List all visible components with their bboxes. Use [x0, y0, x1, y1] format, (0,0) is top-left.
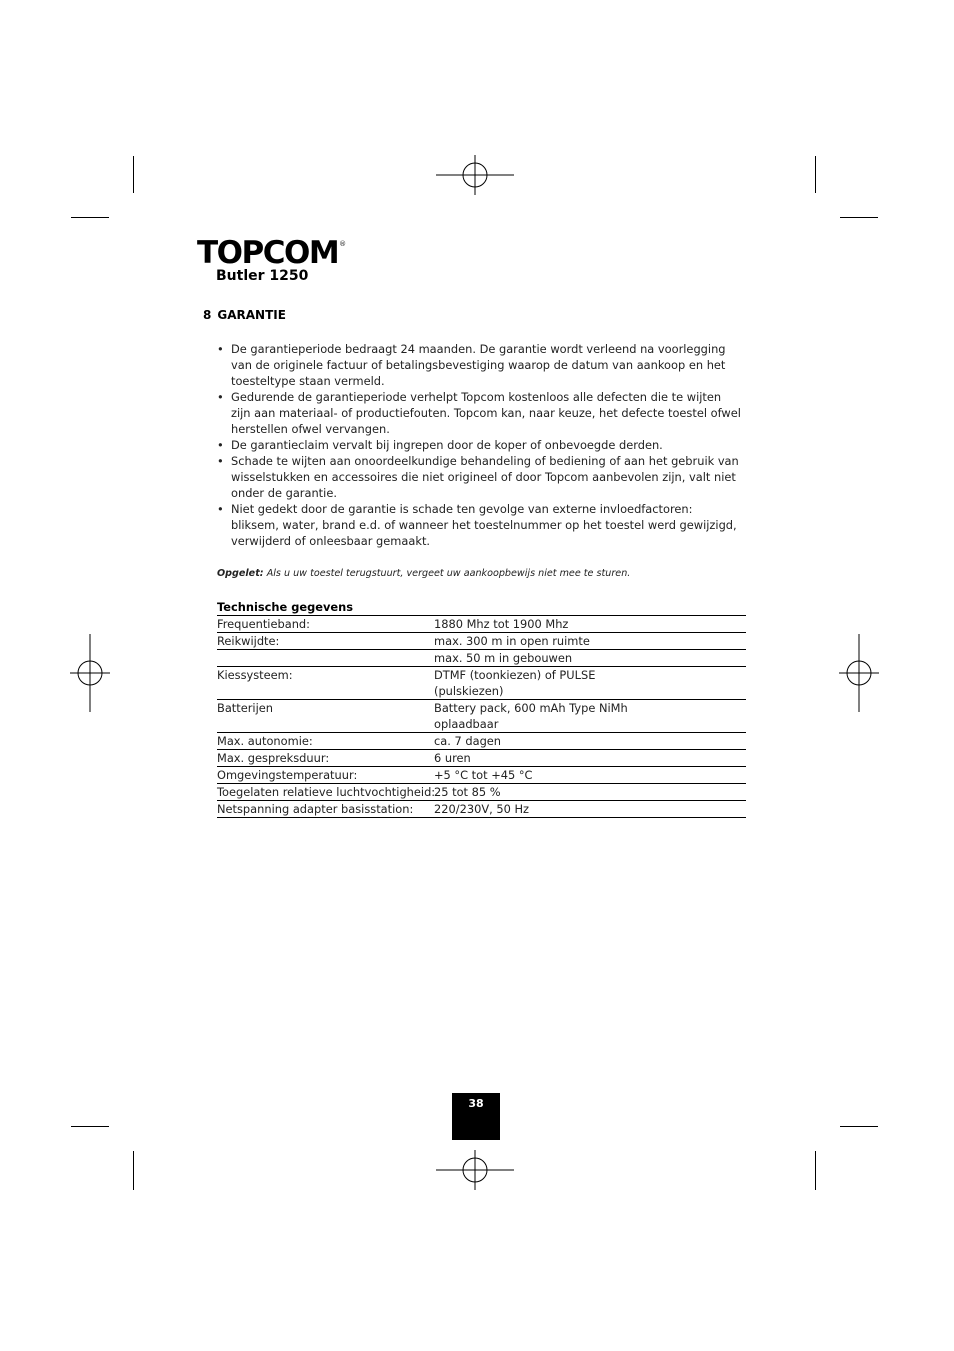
table-row: [217, 801, 746, 818]
table-row: [217, 633, 746, 650]
topcom-logo: [197, 235, 347, 271]
note-label: Opgelet:: [217, 568, 264, 579]
crop-mark: [840, 217, 878, 218]
registration-mark-icon: [70, 634, 110, 712]
spec-key: Omgevingstemperatuur:: [217, 768, 358, 782]
registration-mark-icon: [436, 1150, 514, 1190]
spec-key: Frequentieband:: [217, 617, 310, 631]
list-item: • Niet gedekt door de garantie is schade ten gevolge van externe invloedfactoren: bliksem, water, brand e.d. of wanneer het toestelnummer op het toestel werd gewijzigd, verwijderd of onleesbaar gemaakt.: [216, 501, 741, 549]
warning-note: [217, 568, 630, 579]
crop-mark: [133, 156, 134, 193]
spec-value: 6 uren: [434, 751, 471, 765]
registration-mark-icon: [839, 634, 879, 712]
spec-key: Max. autonomie:: [217, 734, 313, 748]
specs-table: [217, 599, 746, 818]
crop-mark: [71, 217, 109, 218]
spec-key: Toegelaten relatieve luchtvochtigheid:: [217, 785, 436, 799]
crop-mark: [815, 1151, 816, 1190]
spec-value: Battery pack, 600 mAh Type NiMh oplaadbaar: [434, 701, 628, 731]
section-heading: GARANTIE: [217, 308, 286, 322]
spec-value: 220/230V, 50 Hz: [434, 802, 530, 816]
table-row: [217, 784, 746, 801]
page-number: 38: [452, 1093, 500, 1140]
list-item: • Gedurende de garantieperiode verhelpt Topcom kostenloos alle defecten die te wijten zijn aan materiaal- of productiefouten. Topcom kan, naar keuze, het defecte toestel ofwel herstellen ofwel vervangen.: [216, 389, 741, 437]
spec-key: Netspanning adapter basisstation:: [217, 802, 414, 816]
list-item: • De garantieperiode bedraagt 24 maanden. De garantie wordt verleend na voorlegging van de originele factuur of betalingsbevestiging waarop de datum van aankoop en het toesteltype staan vermeld.: [216, 341, 741, 389]
table-row: [217, 767, 746, 784]
table-row: [217, 616, 746, 633]
registered-mark: ®: [339, 240, 347, 248]
logo-text: TOPCOM: [197, 235, 339, 271]
crop-mark: [840, 1126, 878, 1127]
spec-key: [217, 650, 434, 666]
note-text: Als u uw toestel terugstuurt, vergeet uw aankoopbewijs niet mee te sturen.: [266, 568, 631, 579]
crop-mark: [71, 1126, 109, 1127]
table-row: [217, 733, 746, 750]
spec-value: 25 tot 85 %: [434, 785, 501, 799]
table-row: [217, 650, 746, 667]
registration-mark-icon: [436, 155, 514, 195]
table-row: [217, 667, 746, 700]
table-row: [217, 700, 746, 733]
spec-value: 1880 Mhz tot 1900 Mhz: [434, 617, 569, 631]
section-title: [203, 308, 286, 322]
spec-value: ca. 7 dagen: [434, 734, 502, 748]
crop-mark: [133, 1151, 134, 1190]
table-row: [217, 750, 746, 767]
section-number: 8: [203, 308, 212, 322]
crop-mark: [815, 156, 816, 193]
spec-value: +5 °C tot +45 °C: [434, 768, 533, 782]
specs-title: Technische gegevens: [217, 599, 746, 616]
warranty-list: [216, 341, 741, 549]
list-item: • Schade te wijten aan onoordeelkundige behandeling of bediening of aan het gebruik van wisselstukken en accessoires die niet origineel of door Topcom aanbevolen zijn, valt niet onder de garantie.: [216, 453, 741, 501]
spec-value: max. 50 m in gebouwen: [434, 651, 573, 665]
spec-value: max. 300 m in open ruimte: [434, 634, 590, 648]
model-name: Butler 1250: [216, 268, 309, 284]
spec-key: Batterijen: [217, 701, 273, 715]
spec-key: Reikwijdte:: [217, 634, 280, 648]
spec-key: Max. gespreksduur:: [217, 751, 330, 765]
spec-key: Kiessysteem:: [217, 668, 293, 682]
list-item: • De garantieclaim vervalt bij ingrepen door de koper of onbevoegde derden.: [216, 437, 741, 453]
spec-value: DTMF (toonkiezen) of PULSE (pulskiezen): [434, 668, 596, 698]
